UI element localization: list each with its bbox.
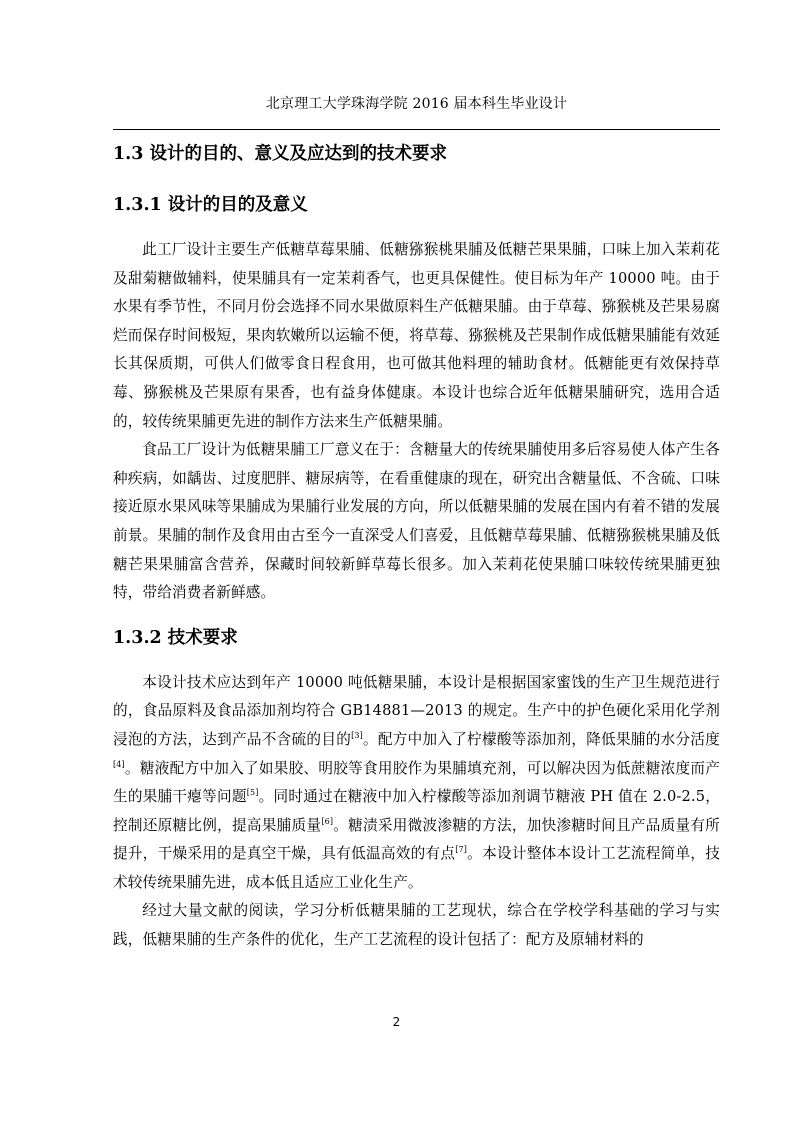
page-number: 2: [392, 1015, 401, 1029]
citation-ref: [4]: [113, 759, 125, 769]
paragraph-process-design: 经过大量文献的阅读，学习分析低糖果脯的工艺现状，综合在学校学科基础的学习与实践，低糖果脯的生产条件的优化，生产工艺流程的设计包括了：配方及原辅材料的: [113, 902, 720, 949]
page-header: [113, 86, 720, 130]
section-heading: 1.3 设计的目的、意义及应达到的技术要求: [113, 144, 448, 164]
citation-ref: [3]: [351, 731, 363, 741]
citation-ref: [7]: [455, 845, 468, 855]
paragraph-requirements: [113, 669, 720, 898]
text-segment: 本设计技术应达到年产 10000 吨低糖果脯，本设计是根据国家蜜饯的生产卫生规范进行的，食品原料及食品添加剂均符合 GB14881—2013 的规定。生产中的护色硬化采用化学剂浸泡的方法，达到产品不含硫的目的: [113, 673, 720, 748]
text-segment: 。糖液配方中加入了如果胶、明胶等食用胶作为果脯填充剂，可以解决因为低蔗糖浓度而产生的果脯干瘪等问题: [113, 759, 720, 806]
text-segment: 。配方中加入了柠檬酸等添加剂，降低果脯的水分活度: [362, 730, 720, 748]
page-body: [113, 137, 720, 955]
header-title: 北京理工大学珠海学院 2016 届本科生毕业设计: [265, 96, 568, 112]
subsection-heading-requirements: 1.3.2 技术要求: [113, 627, 238, 648]
subsection-heading-purpose: 1.3.1 设计的目的及意义: [113, 195, 308, 215]
paragraph-purpose: 此工厂设计主要生产低糖草莓果脯、低糖猕猴桃果脯及低糖芒果果脯，口味上加入茉莉花及甜菊糖做辅料，使果脯具有一定茉莉香气，也更具保健性。使目标为年产 10000 吨。由于水果有季节性，不同月份会选择不同水果做原料生产低糖果脯。由于草莓、猕猴桃及芒果易腐烂而保存时间极短，果肉软嫩所以运输不便，将草莓、猕猴桃及芒果制作成低糖果脯能有效延长其保质期，可供人们做零食日程食用，也可做其他料理的辅助食材。低糖能更有效保持草莓、猕猴桃及芒果原有果香，也有益身体健康。本设计也综合近年低糖果脯研究，选用合适的，较传统果脯更先进的制作方法来生产低糖果脯。: [113, 241, 720, 430]
citation-ref: [6]: [321, 816, 334, 826]
text-segment: 。糖渍采用微波渗糖的方法，加快渗糖时间且产品质量有所提升，干燥采用的是真空干燥，具有低温高效的有点: [113, 816, 720, 863]
citation-ref: [5]: [246, 788, 259, 798]
text-segment: 。同时通过在糖液中加入柠檬酸等添加剂调节糖液 PH 值在 2.0-2.5，控制还原糖比例，提高果脯质量: [113, 788, 720, 834]
paragraph-significance: 食品工厂设计为低糖果脯工厂意义在于：含糖量大的传统果脯使用多后容易使人体产生各种疾病，如龋齿、过度肥胖、糖尿病等，在看重健康的现在，研究出含糖量低、不含硫、口味接近原水果风味等果脯成为果脯行业发展的方向，所以低糖果脯的发展在国内有着不错的发展前景。果脯的制作及食用由古至今一直深受人们喜爱，且低糖草莓果脯、低糖猕猴桃果脯及低糖芒果果脯富含营养，保藏时间较新鲜草莓长很多。加入茉莉花使果脯口味较传统果脯更独特，带给消费者新鲜感。: [113, 441, 720, 602]
text-segment: 。本设计整体本设计工艺流程简单，技术较传统果脯先进，成本低且适应工业化生产。: [113, 845, 721, 891]
